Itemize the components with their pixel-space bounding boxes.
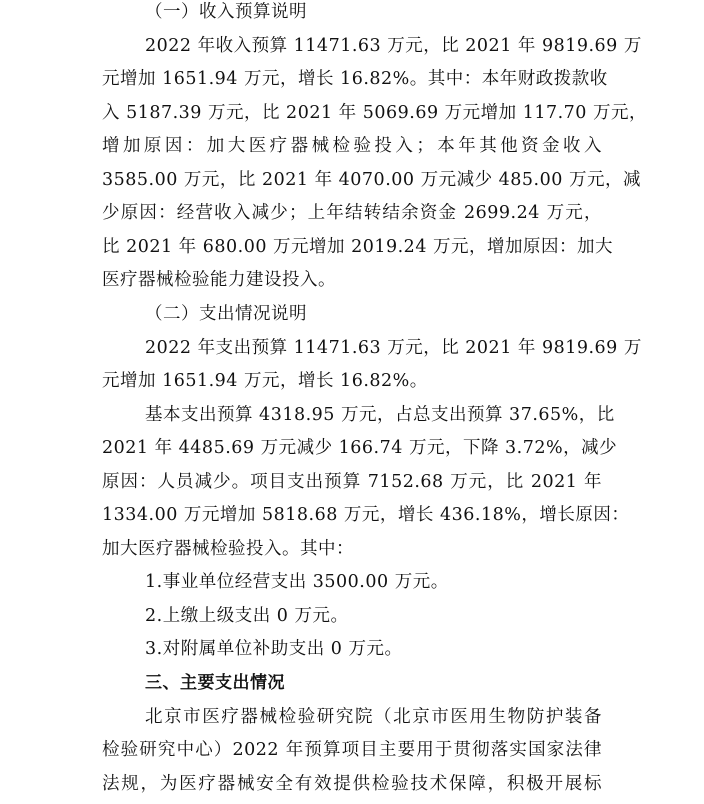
income-line-4: 增加原因：加大医疗器械检验投入；本年其他资金收入: [102, 136, 602, 156]
expense-detail-line-3: 原因：人员减少。项目支出预算 7152.68 万元，比 2021 年: [102, 472, 602, 492]
income-line-2: 元增加 1651.94 万元，增长 16.82%。其中：本年财政拨款收: [102, 69, 608, 89]
expense-detail-line-5: 加大医疗器械检验投入。其中：: [102, 539, 354, 559]
list-item-2: 2.上缴上级支出 0 万元。: [145, 606, 349, 626]
expense-section-heading: （二）支出情况说明: [145, 304, 307, 324]
main-expense-heading: 三、主要支出情况: [145, 673, 285, 693]
income-line-6: 少原因：经营收入减少；上年结转结余资金 2699.24 万元，: [102, 203, 602, 223]
expense-total-line-1: 2022 年支出预算 11471.63 万元，比 2021 年 9819.69 万: [145, 338, 642, 358]
main-line-1: 北京市医疗器械检验研究院（北京市医用生物防护装备: [145, 707, 602, 727]
expense-detail-line-1: 基本支出预算 4318.95 万元，占总支出预算 37.65%，比: [145, 405, 615, 425]
main-line-3: 法规，为医疗器械安全有效提供检验技术保障，积极开展标: [102, 774, 602, 794]
list-item-3: 3.对附属单位补助支出 0 万元。: [145, 639, 403, 659]
income-line-7: 比 2021 年 680.00 万元增加 2019.24 万元，增加原因：加大: [102, 237, 614, 257]
income-line-3: 入 5187.39 万元，比 2021 年 5069.69 万元增加 117.70 万元，: [102, 103, 648, 123]
expense-detail-line-2: 2021 年 4485.69 万元减少 166.74 万元，下降 3.72%，减少: [102, 438, 618, 458]
main-line-2: 检验研究中心）2022 年预算项目主要用于贯彻落实国家法律: [102, 740, 602, 760]
expense-detail-line-4: 1334.00 万元增加 5818.68 万元，增长 436.18%，增长原因：: [102, 505, 630, 525]
income-line-5: 3585.00 万元，比 2021 年 4070.00 万元减少 485.00 万元，减: [102, 170, 641, 190]
income-section-heading: （一）收入预算说明: [145, 2, 307, 22]
income-line-1: 2022 年收入预算 11471.63 万元，比 2021 年 9819.69 万: [145, 36, 642, 56]
list-item-1: 1.事业单位经营支出 3500.00 万元。: [145, 572, 449, 592]
expense-total-line-2: 元增加 1651.94 万元，增长 16.82%。: [102, 371, 428, 391]
income-line-8: 医疗器械检验能力建设投入。: [102, 270, 336, 290]
